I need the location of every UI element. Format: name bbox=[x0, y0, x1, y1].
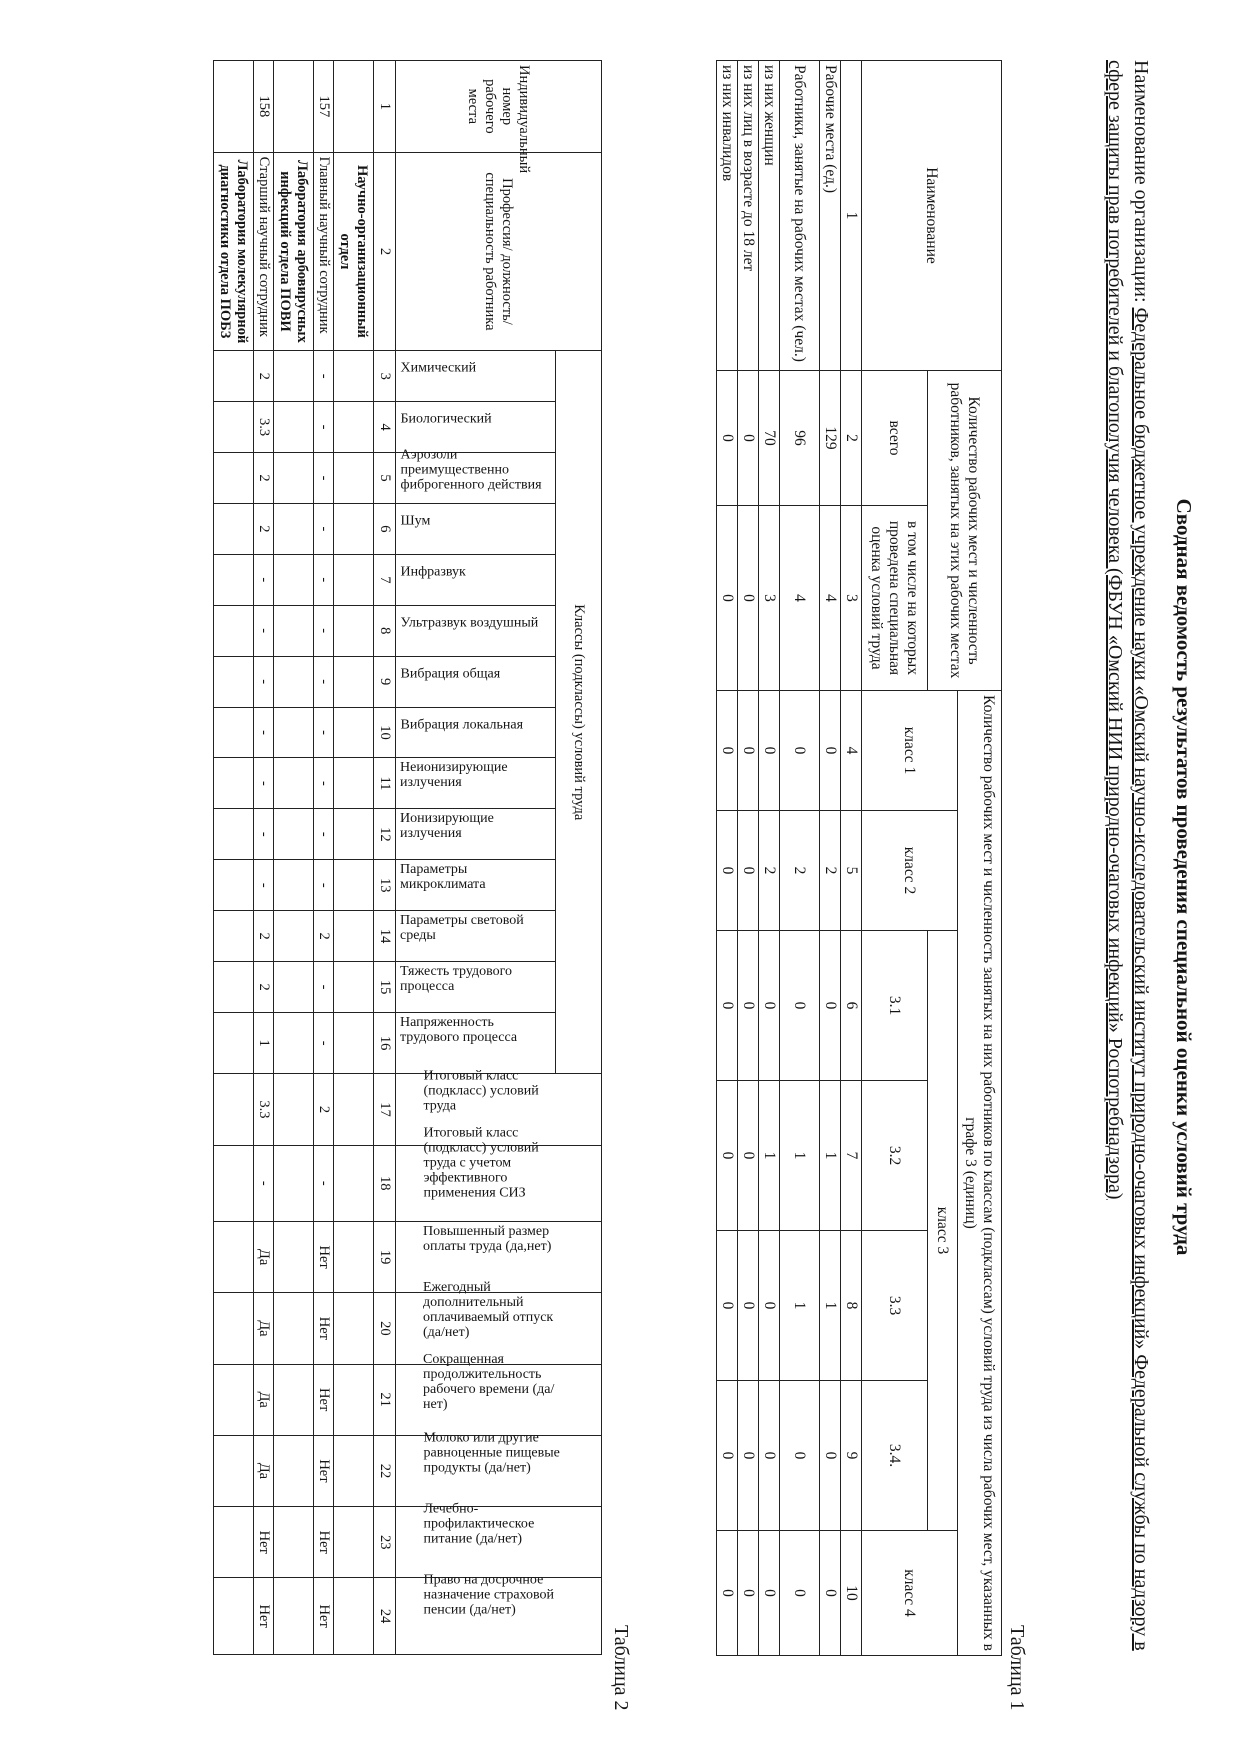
header-factor: Вибрация локальная bbox=[396, 707, 556, 758]
col-number: 20 bbox=[374, 1293, 396, 1364]
cell: 1 bbox=[820, 1231, 841, 1381]
col-number: 10 bbox=[841, 1531, 862, 1656]
cell: 70 bbox=[759, 371, 780, 506]
department-row bbox=[214, 61, 254, 1655]
column-number-row bbox=[374, 61, 396, 1655]
col-number: 12 bbox=[374, 809, 396, 860]
cell: Нет bbox=[314, 1293, 334, 1364]
cell: 2 bbox=[314, 1074, 334, 1145]
cell: 0 bbox=[738, 1531, 759, 1656]
header-factor: Вибрация общая bbox=[396, 656, 556, 707]
row-label: Рабочие места (ед.) bbox=[820, 61, 841, 371]
cell: - bbox=[254, 656, 274, 707]
header-extra: Итоговый класс (подкласс) условий труда bbox=[396, 1074, 602, 1145]
cell: Нет bbox=[314, 1507, 334, 1578]
cell: - bbox=[314, 605, 334, 656]
col-number: 15 bbox=[374, 962, 396, 1013]
cell: 0 bbox=[717, 691, 738, 811]
department-row bbox=[274, 61, 314, 1655]
column-number-row bbox=[841, 61, 862, 1656]
cell: 0 bbox=[738, 371, 759, 506]
col-number: 14 bbox=[374, 911, 396, 962]
cell: 0 bbox=[738, 691, 759, 811]
cell: - bbox=[314, 962, 334, 1013]
header-no: Индивидуальный номер рабочего места bbox=[396, 61, 602, 153]
cell: 2 bbox=[254, 503, 274, 554]
cell: 0 bbox=[759, 691, 780, 811]
col-number: 7 bbox=[841, 1081, 862, 1231]
col-number: 3 bbox=[841, 506, 862, 691]
col-number: 18 bbox=[374, 1145, 396, 1221]
cell: 2 bbox=[820, 811, 841, 931]
cell: 0 bbox=[717, 1381, 738, 1531]
cell: Нет bbox=[254, 1578, 274, 1655]
cell: Нет bbox=[314, 1221, 334, 1292]
cell: 0 bbox=[738, 506, 759, 691]
cell: 0 bbox=[820, 931, 841, 1081]
col-number: 7 bbox=[374, 554, 396, 605]
cell: Да bbox=[254, 1221, 274, 1292]
cell: 96 bbox=[780, 371, 820, 506]
col-number: 23 bbox=[374, 1507, 396, 1578]
cell: 3 bbox=[759, 506, 780, 691]
cell: - bbox=[314, 453, 334, 504]
cell: 129 bbox=[820, 371, 841, 506]
col-number: 5 bbox=[841, 811, 862, 931]
col-number: 6 bbox=[841, 931, 862, 1081]
table-row bbox=[314, 61, 334, 1655]
header-extra: Итоговый класс (подкласс) условий труда с учетом эффективного применения СИЗ bbox=[396, 1145, 602, 1221]
cell: 0 bbox=[717, 811, 738, 931]
header-class3: класс 3 bbox=[928, 931, 958, 1531]
department-label: Научно-организационный отдел bbox=[334, 152, 374, 351]
table-row bbox=[820, 61, 841, 1656]
cell: 0 bbox=[780, 1381, 820, 1531]
col-number: 6 bbox=[374, 503, 396, 554]
cell: 2 bbox=[314, 911, 334, 962]
cell: 1 bbox=[780, 1231, 820, 1381]
cell: 0 bbox=[717, 1531, 738, 1656]
header-extra: Сокращенная продолжительность рабочего времени (да/нет) bbox=[396, 1364, 602, 1435]
row-label: Работники, занятые на рабочих местах (чел.) bbox=[780, 61, 820, 371]
cell: Да bbox=[254, 1435, 274, 1506]
table-row bbox=[254, 61, 274, 1655]
row-label: из них женщин bbox=[759, 61, 780, 371]
document-title: Сводная ведомость результатов проведения специальной оценки условий труда bbox=[1172, 498, 1196, 1256]
cell: - bbox=[314, 503, 334, 554]
table-row bbox=[759, 61, 780, 1656]
cell: Нет bbox=[314, 1364, 334, 1435]
header-extra: Повышенный размер оплаты труда (да,нет) bbox=[396, 1221, 602, 1292]
cell: - bbox=[314, 758, 334, 809]
cell: - bbox=[254, 860, 274, 911]
cell: - bbox=[314, 707, 334, 758]
header-class4: класс 4 bbox=[862, 1531, 958, 1656]
cell: 0 bbox=[738, 1381, 759, 1531]
col-number: 9 bbox=[374, 656, 396, 707]
header-count: Количество рабочих мест и численность работников, занятых на этих рабочих местах bbox=[928, 371, 1002, 691]
header-factor: Тяжесть трудового процесса bbox=[396, 962, 556, 1013]
cell: 0 bbox=[717, 506, 738, 691]
cell: - bbox=[254, 1145, 274, 1221]
col-number: 24 bbox=[374, 1578, 396, 1655]
header-3-2: 3.2 bbox=[862, 1081, 928, 1231]
cell: 2 bbox=[254, 962, 274, 1013]
header-prof: Профессия/ должность/ специальность работника bbox=[396, 152, 602, 351]
col-number: 21 bbox=[374, 1364, 396, 1435]
cell: 0 bbox=[759, 1381, 780, 1531]
cell: - bbox=[314, 351, 334, 402]
col-number: 22 bbox=[374, 1435, 396, 1506]
table-row bbox=[717, 61, 738, 1656]
header-factor: Параметры микроклимата bbox=[396, 860, 556, 911]
header-name: Наименование bbox=[862, 61, 1002, 371]
col-number: 2 bbox=[374, 152, 396, 351]
row-label: из них инвалидов bbox=[717, 61, 738, 371]
col-number: 1 bbox=[841, 61, 862, 371]
col-number: 8 bbox=[374, 605, 396, 656]
header-class1: класс 1 bbox=[862, 691, 958, 811]
department-label: Лаборатория арбовирусных инфекций отдела ПОВИ bbox=[274, 152, 314, 351]
cell: Нет bbox=[314, 1578, 334, 1655]
cell: 0 bbox=[759, 931, 780, 1081]
header-factor: Ионизирующие излучения bbox=[396, 809, 556, 860]
header-factor: Ультразвук воздушный bbox=[396, 605, 556, 656]
cell: - bbox=[254, 758, 274, 809]
department-row bbox=[334, 61, 374, 1655]
cell: - bbox=[314, 1013, 334, 1074]
cell: - bbox=[314, 809, 334, 860]
cell: Нет bbox=[314, 1435, 334, 1506]
cell: 0 bbox=[717, 1231, 738, 1381]
header-factor: Аэрозоли преимущественно фиброгенного действия bbox=[396, 453, 556, 504]
col-number: 10 bbox=[374, 707, 396, 758]
cell: 2 bbox=[780, 811, 820, 931]
department-label: Лаборатория молекулярной диагностики отдела ПОБЗ bbox=[214, 152, 254, 351]
col-number: 5 bbox=[374, 453, 396, 504]
cell: - bbox=[314, 656, 334, 707]
cell: 3.3 bbox=[254, 402, 274, 453]
cell: 0 bbox=[780, 691, 820, 811]
cell: 1 bbox=[820, 1081, 841, 1231]
cell: Да bbox=[254, 1364, 274, 1435]
col-number: 13 bbox=[374, 860, 396, 911]
workplace-number: 157 bbox=[314, 61, 334, 153]
row-label: из них лиц в возрасте до 18 лет bbox=[738, 61, 759, 371]
cell: 0 bbox=[820, 1381, 841, 1531]
header-factor: Биологический bbox=[396, 402, 556, 453]
table-row bbox=[780, 61, 820, 1656]
col-number: 16 bbox=[374, 1013, 396, 1074]
cell: 0 bbox=[717, 1081, 738, 1231]
workplace-table bbox=[213, 60, 602, 1655]
header-total: всего bbox=[862, 371, 928, 506]
cell: 0 bbox=[717, 931, 738, 1081]
cell: 0 bbox=[717, 371, 738, 506]
header-factor: Химический bbox=[396, 351, 556, 402]
cell: Нет bbox=[254, 1507, 274, 1578]
workplace-number: 158 bbox=[254, 61, 274, 153]
cell: - bbox=[314, 554, 334, 605]
cell: 3.3 bbox=[254, 1074, 274, 1145]
col-number: 4 bbox=[841, 691, 862, 811]
cell: 0 bbox=[759, 1231, 780, 1381]
col-number: 17 bbox=[374, 1074, 396, 1145]
cell: 2 bbox=[254, 453, 274, 504]
cell: 2 bbox=[254, 911, 274, 962]
table-row bbox=[738, 61, 759, 1656]
cell: 0 bbox=[780, 1531, 820, 1656]
cell: - bbox=[254, 707, 274, 758]
header-3-1: 3.1 bbox=[862, 931, 928, 1081]
table1-caption: Таблица 1 bbox=[1006, 1625, 1028, 1711]
header-factor: Напряженность трудового процесса bbox=[396, 1013, 556, 1074]
header-factor: Инфразвук bbox=[396, 554, 556, 605]
col-number: 4 bbox=[374, 402, 396, 453]
cell: 0 bbox=[738, 931, 759, 1081]
header-classes: Количество рабочих мест и численность занятых на них работников по классам (подклассам) условий труда из числа рабочих мест, указанных в графе 3 (единиц) bbox=[958, 691, 1002, 1656]
cell: 0 bbox=[759, 1531, 780, 1656]
col-number: 1 bbox=[374, 61, 396, 153]
cell: 0 bbox=[780, 931, 820, 1081]
header-extra: Лечебно-профилактическое питание (да/нет) bbox=[396, 1507, 602, 1578]
header-class2: класс 2 bbox=[862, 811, 958, 931]
col-number: 3 bbox=[374, 351, 396, 402]
cell: 2 bbox=[254, 351, 274, 402]
cell: 4 bbox=[780, 506, 820, 691]
cell: 0 bbox=[820, 691, 841, 811]
col-number: 11 bbox=[374, 758, 396, 809]
header-extra: Право на досрочное назначение страховой пенсии (да/нет) bbox=[396, 1578, 602, 1655]
profession: Старший научный сотрудник bbox=[254, 152, 274, 351]
col-number: 9 bbox=[841, 1381, 862, 1531]
header-3-3: 3.3 bbox=[862, 1231, 928, 1381]
cell: - bbox=[254, 809, 274, 860]
cell: 0 bbox=[738, 811, 759, 931]
header-factor: Шум bbox=[396, 503, 556, 554]
cell: 1 bbox=[759, 1081, 780, 1231]
header-extra: Ежегодный дополнительный оплачиваемый отпуск (да/нет) bbox=[396, 1293, 602, 1364]
header-incl: в том числе на которых проведена специальная оценка условий труда bbox=[862, 506, 928, 691]
cell: 0 bbox=[738, 1081, 759, 1231]
profession: Главный научный сотрудник bbox=[314, 152, 334, 351]
cell: 2 bbox=[759, 811, 780, 931]
org-name: Федеральное бюджетное учреждение науки «Омский научно-исследовательский институт природно-очаговых инфекций» Федеральной службы по надзору в сфере защиты прав потребителей и благополучия человека (ФБУН «Омский НИИ природно-очаговых инфекций» Роспотребнадзора) bbox=[1104, 60, 1152, 1651]
header-classes: Классы (подклассы) условий труда bbox=[556, 351, 602, 1074]
cell: - bbox=[254, 605, 274, 656]
cell: 1 bbox=[780, 1081, 820, 1231]
cell: 0 bbox=[820, 1531, 841, 1656]
org-prefix: Наименование организации: bbox=[1130, 60, 1152, 308]
header-factor: Параметры световой среды bbox=[396, 911, 556, 962]
header-extra: Молоко или другие равноценные пищевые продукты (да/нет) bbox=[396, 1435, 602, 1506]
cell: 1 bbox=[254, 1013, 274, 1074]
cell: Да bbox=[254, 1293, 274, 1364]
col-number: 19 bbox=[374, 1221, 396, 1292]
cell: 4 bbox=[820, 506, 841, 691]
cell: - bbox=[314, 402, 334, 453]
cell: - bbox=[254, 554, 274, 605]
summary-table bbox=[716, 60, 1002, 1656]
cell: - bbox=[314, 860, 334, 911]
table2-caption: Таблица 2 bbox=[610, 1625, 632, 1711]
cell: 0 bbox=[738, 1231, 759, 1381]
header-3-4: 3.4. bbox=[862, 1381, 928, 1531]
col-number: 2 bbox=[841, 371, 862, 506]
col-number: 8 bbox=[841, 1231, 862, 1381]
header-factor: Неионизирующие излучения bbox=[396, 758, 556, 809]
cell: - bbox=[314, 1145, 334, 1221]
organization-line bbox=[1102, 60, 1154, 1700]
